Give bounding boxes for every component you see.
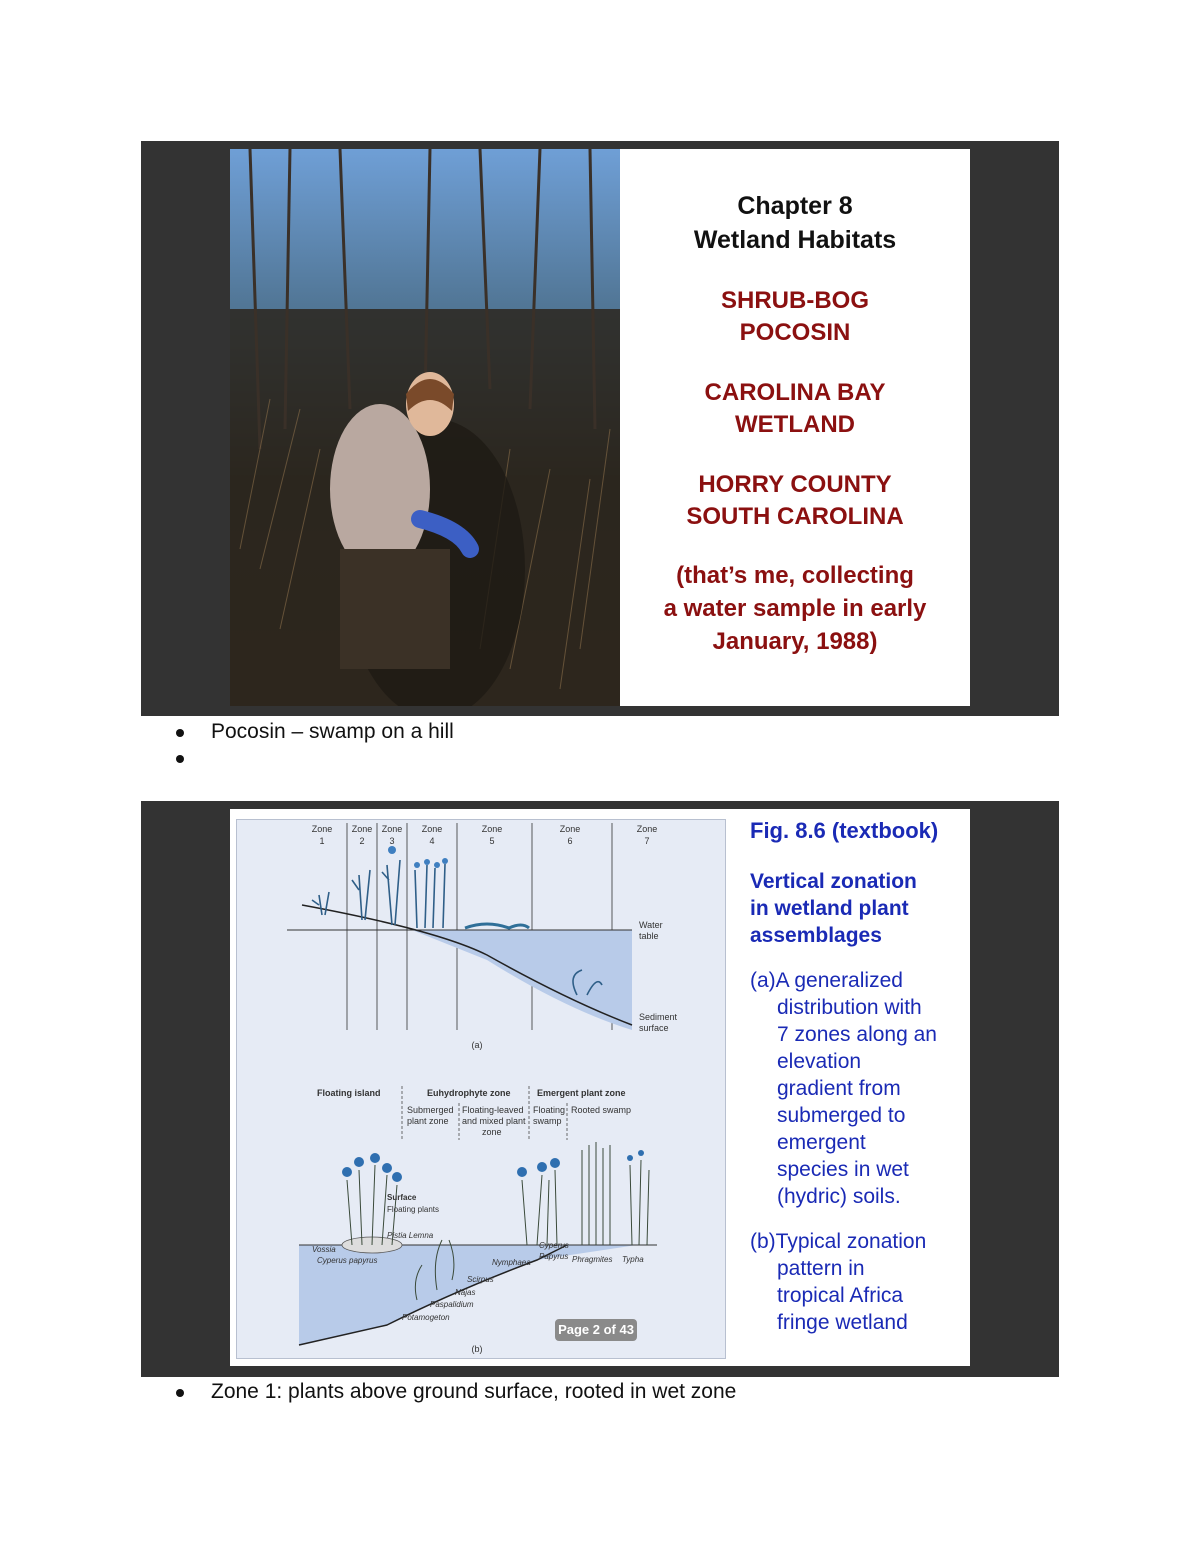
floating-leaved-label: and mixed plant bbox=[462, 1116, 526, 1126]
zone-number: 5 bbox=[489, 836, 495, 846]
slide-2-content bbox=[230, 809, 970, 1366]
figure-b-headers bbox=[317, 1088, 631, 1137]
rooted-swamp-label: Rooted swamp bbox=[571, 1105, 632, 1115]
floating-leaved-label: zone bbox=[482, 1127, 502, 1137]
water-table-label: table bbox=[639, 931, 659, 941]
zone-number: 2 bbox=[359, 836, 365, 846]
text-line: gradient from bbox=[777, 1077, 901, 1100]
text-line: assemblages bbox=[750, 924, 882, 947]
species-label: Vossia bbox=[312, 1245, 336, 1254]
submerged-label: plant zone bbox=[407, 1116, 449, 1126]
slide-2-text bbox=[750, 809, 975, 1336]
text-line: WETLAND bbox=[735, 411, 855, 438]
zone-label: Zone bbox=[311, 824, 333, 834]
part-b-description bbox=[750, 1228, 975, 1336]
text-line: January, 1988) bbox=[712, 628, 878, 655]
text-line: (that’s me, collecting bbox=[676, 562, 914, 589]
text-line: a water sample in early bbox=[663, 595, 927, 622]
floating-swamp-label: Floating bbox=[533, 1105, 566, 1115]
text-line: pattern in bbox=[777, 1257, 865, 1280]
text-line: 7 zones along an bbox=[777, 1023, 937, 1046]
text-line: (hydric) soils. bbox=[777, 1185, 901, 1208]
floating-island-label: Floating island bbox=[317, 1088, 381, 1098]
bullet-dot bbox=[176, 729, 184, 737]
sediment-label: surface bbox=[639, 1023, 669, 1033]
text-line: distribution with bbox=[777, 996, 922, 1019]
species-label: Scirpus bbox=[467, 1275, 494, 1284]
zone-label: Zone bbox=[381, 824, 403, 834]
text-line: CAROLINA BAY bbox=[704, 379, 886, 406]
species-label: Phragmites bbox=[572, 1255, 613, 1264]
species-label: Nymphaea bbox=[492, 1258, 531, 1267]
species-label: Potamogeton bbox=[402, 1313, 450, 1322]
text-line: (a)A generalized bbox=[750, 969, 903, 992]
title-line: Chapter 8 bbox=[737, 192, 853, 220]
text-line: SOUTH CAROLINA bbox=[686, 503, 904, 530]
sediment-label: Sediment bbox=[639, 1012, 678, 1022]
wetland-name bbox=[620, 377, 970, 441]
text-line: POCOSIN bbox=[739, 319, 851, 346]
slide-1-text bbox=[620, 149, 970, 706]
species-label: Najas bbox=[455, 1288, 476, 1297]
zone-label: Zone bbox=[351, 824, 373, 834]
text-line: emergent bbox=[777, 1131, 866, 1154]
species-label: Surface bbox=[387, 1193, 417, 1202]
zone-label: Zone bbox=[481, 824, 503, 834]
zone-number: 7 bbox=[644, 836, 650, 846]
text-line: Vertical zonation bbox=[750, 870, 917, 893]
species-label: Typha bbox=[622, 1255, 644, 1264]
text-line: tropical Africa bbox=[777, 1284, 904, 1307]
water-table-label: Water bbox=[639, 920, 663, 930]
part-b-label: (b) bbox=[471, 1344, 483, 1354]
zonation-figure bbox=[236, 819, 726, 1359]
floating-leaved-label: Floating-leaved bbox=[462, 1105, 524, 1115]
species-label: Paspalidium bbox=[430, 1300, 474, 1309]
text-line: submerged to bbox=[777, 1104, 906, 1127]
bullet-dot bbox=[176, 1389, 184, 1397]
text-line: elevation bbox=[777, 1050, 862, 1073]
part-a-description bbox=[750, 967, 975, 1210]
slide-1 bbox=[141, 141, 1059, 716]
title-line: Wetland Habitats bbox=[693, 226, 897, 254]
zone-label: Zone bbox=[636, 824, 658, 834]
zone-label: Zone bbox=[421, 824, 443, 834]
submerged-label: Submerged bbox=[407, 1105, 454, 1115]
text-line: in wetland plant bbox=[750, 897, 909, 920]
figure-subheading bbox=[750, 868, 975, 949]
slide-2 bbox=[141, 801, 1059, 1377]
floating-swamp-label: swamp bbox=[533, 1116, 562, 1126]
species-label: Cyperus papyrus bbox=[317, 1256, 378, 1265]
wetland-photo bbox=[230, 149, 620, 706]
part-a-label: (a) bbox=[471, 1040, 483, 1050]
zone-label: Zone bbox=[559, 824, 581, 834]
zone-number: 1 bbox=[319, 836, 325, 846]
zone-number: 4 bbox=[429, 836, 435, 846]
figure-heading: Fig. 8.6 (textbook) bbox=[750, 818, 939, 843]
species-label: Cyperus bbox=[539, 1241, 569, 1250]
slide-1-content bbox=[230, 149, 970, 706]
text-line: (b)Typical zonation bbox=[750, 1230, 927, 1253]
species-label: Floating plants bbox=[387, 1205, 440, 1214]
zone-labels bbox=[312, 824, 658, 846]
bullet-text: Zone 1: plants above ground surface, rooted in wet zone bbox=[211, 1380, 737, 1403]
bullet-dot bbox=[176, 755, 184, 763]
zone-number: 6 bbox=[567, 836, 573, 846]
text-line: species in wet bbox=[777, 1158, 909, 1181]
page-badge: Page 2 of 43 bbox=[555, 1319, 637, 1341]
species-label: Papyrus bbox=[539, 1252, 569, 1261]
location bbox=[620, 469, 970, 533]
euhydrophyte-label: Euhydrophyte zone bbox=[427, 1088, 511, 1098]
zone-number: 3 bbox=[389, 836, 395, 846]
text-line: HORRY COUNTY bbox=[698, 471, 892, 498]
slide-1-title bbox=[620, 189, 970, 257]
text-line: SHRUB-BOG bbox=[721, 287, 869, 314]
text-line: fringe wetland bbox=[777, 1311, 908, 1334]
emergent-label: Emergent plant zone bbox=[537, 1088, 626, 1098]
species-label: Pistia Lemna bbox=[387, 1231, 434, 1240]
habitat-type bbox=[620, 285, 970, 349]
bullet-text: Pocosin – swamp on a hill bbox=[211, 720, 454, 743]
photo-caption bbox=[620, 559, 970, 658]
